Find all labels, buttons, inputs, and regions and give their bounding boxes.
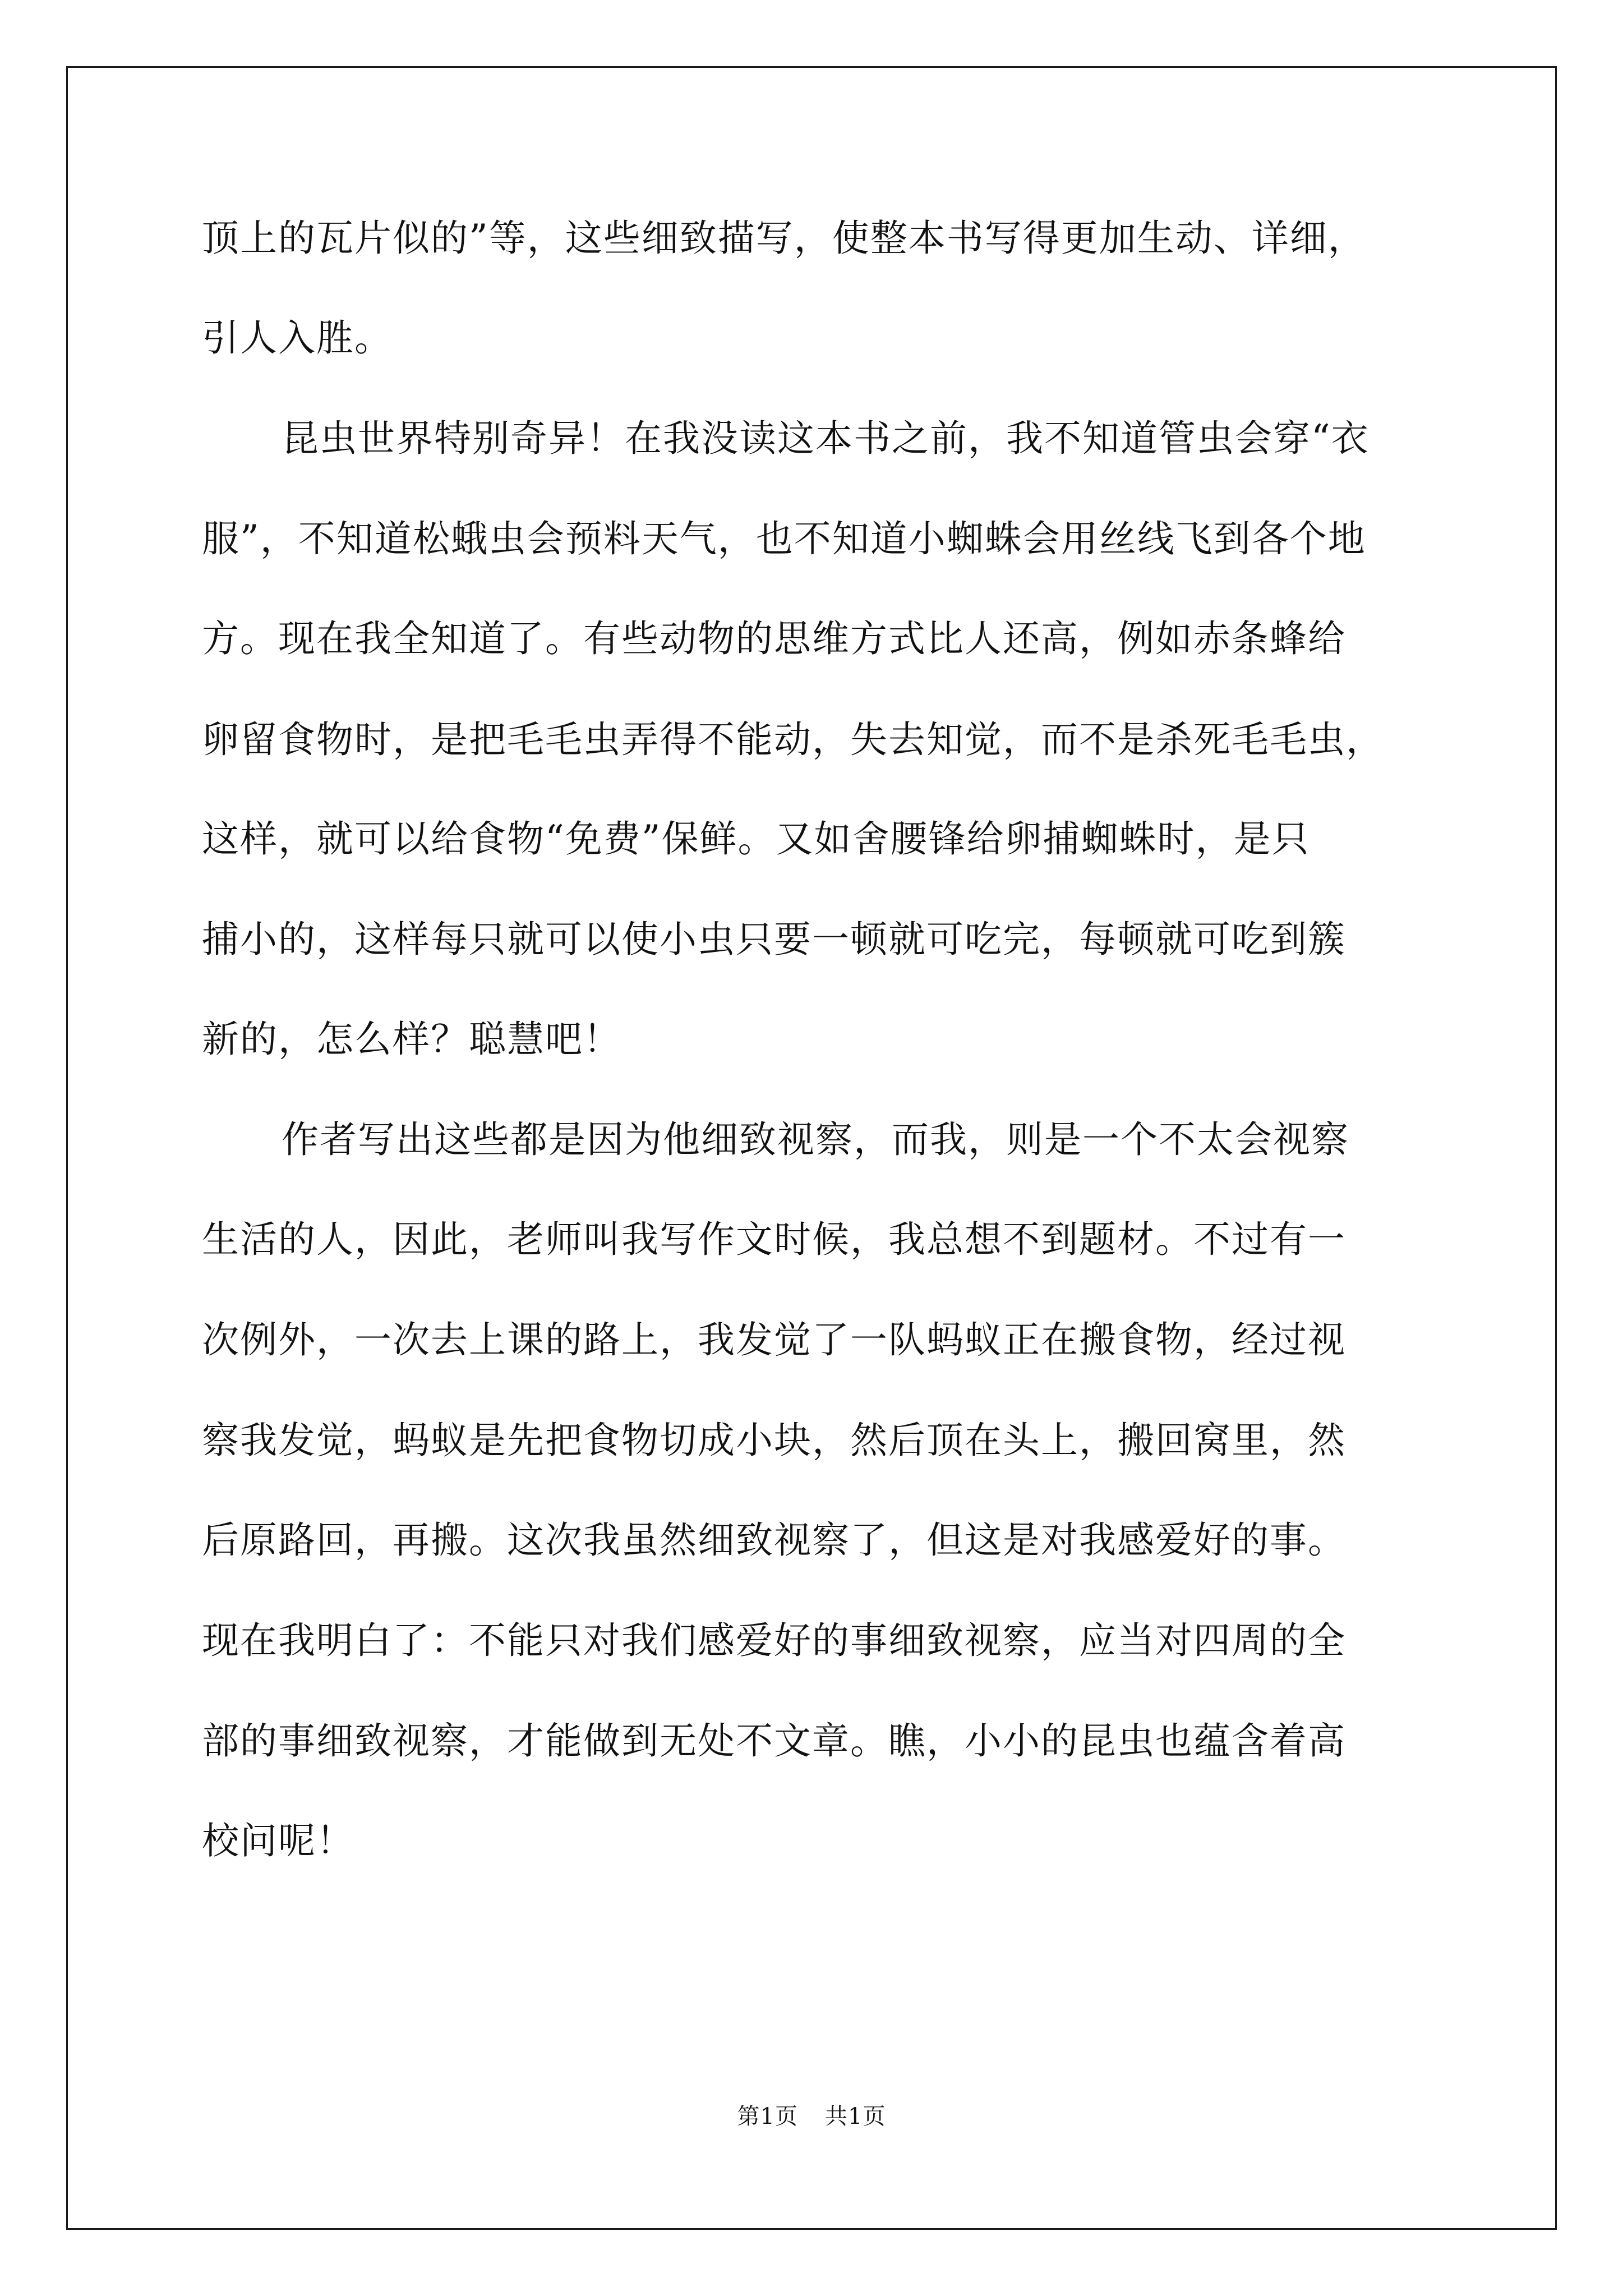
text-line: 捕小的，这样每只就可以使小虫只要一顿就可吃完，每顿就可吃到簇 bbox=[202, 918, 1346, 961]
text-line: 察我发觉，蚂蚁是先把食物切成小块，然后顶在头上，搬回窝里，然 bbox=[202, 1419, 1346, 1462]
text-line: 昆虫世界特别奇异！在我没读这本书之前，我不知道管虫会穿“衣 bbox=[282, 417, 1370, 460]
text-line: 次例外，一次去上课的路上，我发觉了一队蚂蚁正在搬食物，经过视 bbox=[202, 1318, 1346, 1361]
text-line: 现在我明白了：不能只对我们感爱好的事细致视察，应当对四周的全 bbox=[202, 1619, 1346, 1662]
page-total: 共1页 bbox=[825, 2104, 886, 2129]
text-line: 校问呢！ bbox=[202, 1819, 354, 1862]
text-line: 作者写出这些都是因为他细致视察，而我，则是一个不太会视察 bbox=[282, 1118, 1349, 1161]
page-number: 第1页 bbox=[737, 2104, 798, 2129]
text-line: 部的事细致视察，才能做到无处不文章。瞧，小小的昆虫也蕴含着高 bbox=[202, 1719, 1346, 1763]
text-line: 后原路回，再搬。这次我虽然细致视察了，但这是对我感爱好的事。 bbox=[202, 1519, 1346, 1562]
text-line: 卵留食物时，是把毛毛虫弄得不能动，失去知觉，而不是杀死毛毛虫， bbox=[202, 718, 1384, 761]
text-line: 这样，就可以给食物“免费”保鲜。又如舍腰锋给卵捕蜘蛛时，是只 bbox=[202, 817, 1310, 861]
text-line: 引人入胜。 bbox=[202, 316, 393, 360]
text-line: 生活的人，因此，老师叫我写作文时候，我总想不到题材。不过有一 bbox=[202, 1218, 1346, 1261]
text-line: 顶上的瓦片似的”等，这些细致描写，使整本书写得更加生动、详细， bbox=[202, 217, 1366, 260]
text-line: 新的，怎么样？聪慧吧！ bbox=[202, 1018, 621, 1061]
text-line: 服”，不知道松蛾虫会预料天气，也不知道小蜘蛛会用丝线飞到各个地 bbox=[202, 517, 1366, 560]
text-line: 方。现在我全知道了。有些动物的思维方式比人还高，例如赤条蜂给 bbox=[202, 617, 1346, 660]
page-footer bbox=[0, 2102, 1623, 2131]
